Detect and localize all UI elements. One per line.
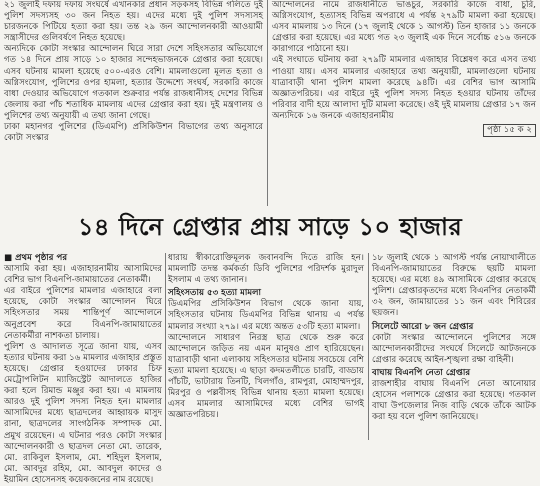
- paragraph: এর বাইরে পুলিশের মামলার এজাহারে বলা হয়েছে, কোটা সংস্কার আন্দোলন ঘিরে সহিংসতার সময় শান্তিপূর্ণ আন্দোলনে অনুপ্রবেশ করে বিএনপি-জামায়াতের নেতাকর্মীরা নাশকতা চালায়।: [4, 286, 162, 341]
- page-reference: পৃষ্ঠা ১৫ ক ২: [483, 124, 536, 137]
- paragraph: আসামি করা হয়। এজাহারনামীয় আসামিদের বেশির ভাগ বিএনপি-জামায়াতের নেতাকর্মী।: [4, 264, 162, 286]
- paragraph: পুলিশ ও আদালত সূত্রে জানা যায়, এসব হত্যার ঘটনায় করা ১৬ মামলার এজাহার প্রস্তুত হয়েছে। গ্রেপ্তার হওয়াদের ঢাকার চিফ মেট্রোপলিটন ম্যাজিস্ট্রেট আদালতে হাজির করা হলে রিমান্ড মঞ্জুর করা হয়। এ মামলায় আরও দুই পুলিশ সদস্য নিহত হন। মামলার আসামিদের মধ্যে ছাত্রদলের আহ্বায়ক মাসুদ রানা, ছাত্রদলের সাংগঠনিক সম্পাদক মো. প্রমুখ রয়েছেন। এ ঘটনার পরও কোটা সংস্কার আন্দোলনকারী ও ছাত্রদল নেতা মো. তারেক, মো. রাকিবুল ইসলাম, মো. শহিদুল ইসলাম, মো. আবদুর রহিম, মো. আবদুল কাদের ও ইয়ামিন হোসেনসহ কয়েকজনের নাম রয়েছে।: [4, 341, 162, 485]
- column-divider: [165, 253, 166, 440]
- subheading: বাঘায় বিএনপি নেতা গ্রেপ্তার: [372, 367, 471, 378]
- paragraph: ঢাকা মহানগর পুলিশের (ডিএমপি) প্রসিকিউশন বিভাগের তথ্য অনুসারে কোটা সংস্কার: [4, 122, 263, 144]
- paragraph: আন্দোলনে সাধারণ নিরস্ত্র ছাত্র থেকে শুরু করে আন্দোলনে জড়িত নয় এমন মানুষও প্রাণ হারিয়েছেন। যাত্রাবাড়ী থানা এলাকায় সহিংসতার ঘটনায় সবচেয়ে বেশি হত্যা মামলা হয়েছে। এ ছাড়া কদমতলীতে চারটি, বাড্ডায় পাঁচটি, ভাটারায় তিনটি, খিলগাঁও, রামপুরা, মোহাম্মদপুর, মিরপুর ও পল্লবীসহ বিভিন্ন থানায় হত্যা মামলা হয়েছে। এসব মামলার আসামিদের মধ্যে বেশির ভাগই অজ্ঞাতপরিচয়।: [168, 332, 364, 421]
- column-divider: [267, 0, 268, 206]
- article-column-3: [372, 253, 536, 440]
- paragraph: কোটা সংস্কার আন্দোলনে পুলিশের সঙ্গে আন্দোলনকারীদের সংঘর্ষে সিলেটে আটজনকে গ্রেপ্তার করেছে আইন-শৃঙ্খলা রক্ষা বাহিনী।: [372, 332, 536, 365]
- article-column-2: [168, 253, 364, 440]
- paragraph: এই সংঘাতে ঘটনায় করা ২৭৯টি মামলার এজাহার বিশ্লেষণ করে এসব তথ্য পাওয়া যায়। এসব মামলার এজাহারে তথ্য অনুযায়ী, মামলাগুলো ঘটনায় যাত্রাবাড়ী থানা পুলিশ মামলা করেছে ৯৪টি। এর বেশির ভাগ আসামি অজ্ঞাতপরিচয়। এর বাইরে দুই পুলিশ সদস্য নিহত হওয়ার ঘটনায় তাঁদের পরিবার বাদী হয়ে আলাদা দুটি মামলা করেছে। ওই দুই মামলায় গ্রেপ্তার ১৭ জন অন্যদিকে ১৬ জনকে এজাহারনামীয়: [272, 55, 536, 121]
- paragraph: আন্দোলনের নামে রাজধানীতে ভাঙচুর, সরকারি কাজে বাধা, চুরি, অগ্নিসংযোগ, হত্যাসহ বিভিন্ন অপরাধে এ পর্যন্ত ২৭৯টি মামলা করা হয়েছে। এসব মামলায় ১৩ দিনে (১৭ জুলাই থেকে ১ আগস্ট) তিন হাজার ১১ জনকে গ্রেপ্তার করা হয়েছে। এর মধ্যে গত ২৩ জুলাই এক দিনে সর্বোচ্চ ৫১৬ জনকে কারাগারে পাঠানো হয়।: [272, 0, 536, 55]
- paragraph: অন্যদিকে কোটা সংস্কার আন্দোলন ঘিরে সারা দেশে সহিংসতার অভিযোগে গত ১৪ দিনে প্রায় সাড়ে ১০ হাজার সন্দেহভাজনকে গ্রেপ্তার করা হয়েছে। এসব ঘটনায় মামলা হয়েছে ৫০০-এরও বেশি। মামলাগুলো মূলত হত্যা ও অগ্নিসংযোগ, পুলিশের ওপর হামলা, হত্যার উদ্দেশ্যে সংঘর্ষ, সরকারি কাজে বাধা দেওয়ার অভিযোগে গতকাল শুক্রবার পর্যন্ত রাজধানীসহ দেশের বিভিন্ন জেলায় করা পাঁচ শতাধিক মামলায় এদের গ্রেপ্তার করা হয়। দুই মন্ত্রণালয় ও পুলিশের তথ্য অনুযায়ী এ তথ্য জানা গেছে।: [4, 44, 263, 121]
- article-column-1: [4, 253, 162, 485]
- subheading: সহিংসতায় ৫৩ হত্যা মামলা: [168, 288, 262, 299]
- paragraph: রাজশাহীর বাঘায় বিএনপি নেতা আনোয়ার হোসেন পলাশকে গ্রেপ্তার করা হয়েছে। গতকাল বাঘা উপজেলার নিজ বাড়ি থেকে তাঁকে আটক করা হয় বলে পুলিশ জানিয়েছে।: [372, 379, 536, 423]
- subheading: সিলেটে আরো ৮ জন গ্রেপ্তার: [372, 321, 474, 332]
- article-top-right-column: [272, 0, 536, 206]
- headline: ১৪ দিনে গ্রেপ্তার প্রায় সাড়ে ১০ হাজার: [77, 212, 463, 241]
- paragraph: ডিএমপির প্রসিকিউশন বিভাগ থেকে জানা যায়, সহিংসতার ঘটনায় ডিএমপির বিভিন্ন থানায় এ পর্যন্ত মামলার সংখ্যা ২৭৯। এর মধ্যে অন্তত ৫৩টি হত্যা মামলা।: [168, 299, 364, 332]
- column-divider: [368, 253, 369, 440]
- article-top-left-column: [4, 0, 263, 206]
- continued-label: ■ প্রথম পৃষ্ঠার পর: [4, 253, 68, 263]
- paragraph: ধারায় স্বীকারোক্তিমূলক জবানবন্দি দিতে রাজি হন। মামলাটি তদন্ত কর্মকর্তা ডিবি পুলিশের পরিদর্শক মুরাদুল ইসলাম এ তথ্য জানান।: [168, 253, 364, 286]
- paragraph: ১৮ জুলাই থেকে ১ আগস্ট পর্যন্ত নোয়াখালীতে বিএনপি-জামায়াতের বিরুদ্ধে ছয়টি মামলা হয়েছে। এর মধ্যে ৪৯ আসামিকে গ্রেপ্তার করেছে পুলিশ। গ্রেপ্তারকৃতদের মধ্যে বিএনপির নেতাকর্মী ৩২ জন, জামায়াতের ১১ জন এবং শিবিরের ছয়জন।: [372, 253, 536, 319]
- paragraph: ২১ জুলাই দফায় দফায় সংঘর্ষে এখানকার প্রধান সড়কসহ বিভিন্ন গলিতে দুই পুলিশ সদস্যসহ ৩০ জন নিহত হয়। এদের মধ্যে দুই পুলিশ সদস্যসহ চারজনকে পিটিয়ে হত্যা করা হয়। তন্ত ২৯ জন আন্দোলনকারী আওয়ামী সন্ত্রাসীদের গুলিবর্ষণে নিহত হয়েছে।: [4, 0, 263, 44]
